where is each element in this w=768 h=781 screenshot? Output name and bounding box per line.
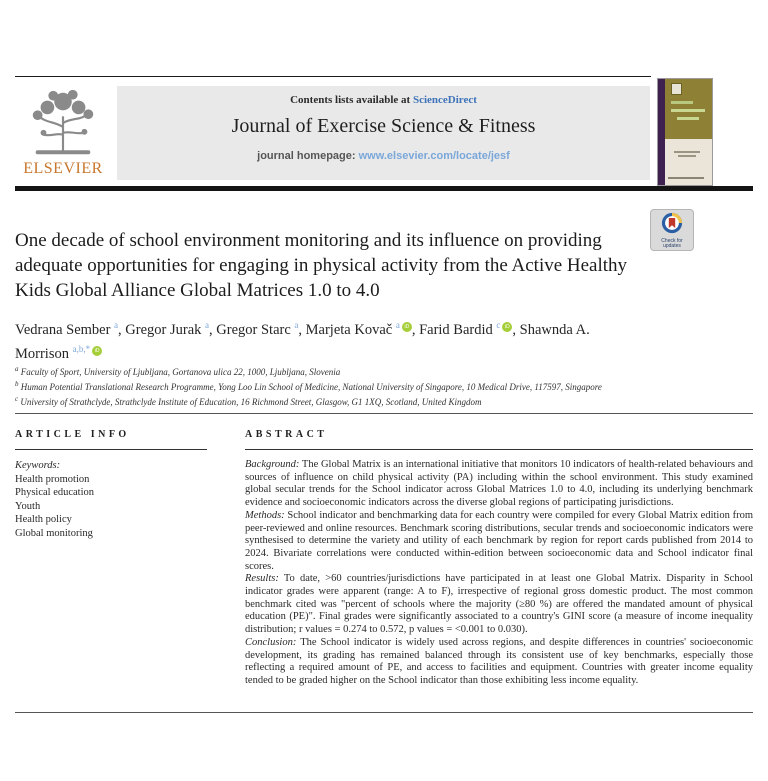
orcid-icon[interactable]: iD — [402, 322, 412, 332]
author-affiliation-sup: a — [114, 320, 119, 330]
badge-caption-line1: Check for — [661, 238, 683, 244]
affiliation-line: $^c$ University of Strathclyde, Strathclyde Institute of Education, 16 Richmond Street, Glasgow, G1 1XQ, Scotland, United Kingdom — [15, 395, 482, 407]
abstract-paragraph: Background: The Global Matrix is an international initiative that monitors 10 indicators of health-related behaviours and sources of influence on child physical activity (PA) including within the school environment. This study examined global secular trends for the School indicator across Global Matrices 1.0 to 4.0, including its underlying benchmark evidence and socioeconomic indicators across the diverse global regions of participating jurisdictions. — [245, 459, 753, 509]
crossmark-icon — [651, 212, 693, 239]
publisher-logo — [13, 84, 113, 184]
keyword-item: Health promotion — [15, 473, 90, 485]
contents-line — [117, 94, 650, 106]
section-divider — [15, 413, 753, 414]
journal-banner — [117, 86, 650, 180]
abstract-paragraph: Results: To date, >60 countries/jurisdictions have participated in at least one Global Matrix. Disparity in School indicator grades were apparent (range: A to F), irrespective of regional gross domestic product. The most common benchmark cited was "percent of schools where the majority (≥80 %) are offered the mandated amount of physical education (PE)". Final grades were significantly associated to a country's GINI score (a measure of income inequality distribution; r values = 0.274 to 0.572, p values = <0.001 to 0.030). — [245, 573, 753, 636]
homepage-prefix: journal homepage: — [257, 150, 359, 162]
author-affiliation-sup: a,b,* — [72, 343, 91, 354]
author: Gregor Jurak $^a$, — [125, 320, 217, 338]
affiliation-list — [15, 363, 745, 408]
header-divider-bar — [15, 186, 753, 191]
elsevier-tree-icon — [13, 84, 113, 162]
cover-spine — [658, 79, 665, 185]
cover-footer-line — [668, 177, 704, 179]
author-affiliation-sup: a — [395, 320, 400, 330]
abstract-body — [245, 459, 753, 688]
header-top-rule — [15, 76, 651, 77]
keyword-item: Physical education — [15, 487, 95, 498]
abstract-paragraph-label: Background: — [245, 459, 300, 470]
author-affiliation-sup: a — [294, 320, 299, 330]
affiliation-line: $^a$ Faculty of Sport, University of Ljubljana, Gortanova ulica 22, 1000, Ljubljana, Slovenia — [15, 365, 341, 377]
author: Marjeta Kovač $^a$ iD , — [305, 320, 420, 338]
homepage-line — [117, 150, 650, 162]
publisher-name: ELSEVIER — [23, 160, 103, 177]
abstract-column — [245, 429, 753, 688]
cover-logo-icon — [671, 83, 682, 95]
page-bottom-rule — [15, 712, 753, 713]
keyword-items — [15, 473, 215, 541]
sciencedirect-link[interactable]: ScienceDirect — [412, 94, 477, 106]
affiliation-line: $^b$ Human Potential Translational Research Programme, Yong Loo Lin School of Medicine, National University of Singapore, 10 Medical Drive, 117597, Singapore — [15, 380, 602, 392]
cover-text-line — [674, 151, 700, 153]
author-affiliation-sup: a — [205, 320, 210, 330]
orcid-icon[interactable]: iD — [502, 322, 512, 332]
author-list — [15, 316, 625, 364]
abstract-paragraph-label: Conclusion: — [245, 636, 297, 648]
orcid-icon[interactable]: iD — [92, 346, 102, 356]
page-title: One decade of school environment monitoring and its influence on providing adequate opportunities for engaging in physical activity from the Active Healthy Kids Global Alliance Global Matrices 1.0 to 4.0 — [15, 230, 628, 301]
author: Vedrana Sember $^a$, — [15, 320, 126, 338]
author: Gregor Starc $^a$, — [216, 320, 306, 338]
journal-cover-thumbnail[interactable] — [657, 78, 713, 186]
badge-caption-line2: updates — [663, 243, 681, 249]
keywords-block — [15, 459, 215, 540]
abstract-paragraph-label: Methods: — [245, 509, 285, 521]
abstract-paragraph: Conclusion: The School indicator is widely used across regions, and despite differences in countries' socioeconomic development, its grading has remained balanced through its consistent use of key benchmarks, especially those reflecting a required amount of PE, and access to facilities and equipment. Countries with greater income equality tended to be graded higher on the School indicator than those exhibiting less income equality. — [245, 636, 753, 686]
abstract-paragraph: Methods: School indicator and benchmarking data for each country were compiled for every Global Matrix edition from peer-reviewed and online resources. Benchmark scoring distributions, secular trends and socioeconomic indicators were synthesised to determine the variety and utility of each benchmark by region for report cards published from 2014 to 2024. Bivariate correlations were conducted within-edition between socioeconomic data and School indicator final scores. — [245, 509, 753, 572]
keywords-label: Keywords: — [15, 460, 61, 471]
article-info-rule — [15, 449, 207, 450]
abstract-heading: ABSTRACT — [245, 429, 328, 440]
abstract-rule — [245, 449, 753, 450]
cover-text-line — [678, 155, 696, 157]
journal-homepage-link[interactable]: www.elsevier.com/locate/jesf — [358, 150, 510, 162]
cover-text-line — [671, 109, 705, 112]
journal-title: Journal of Exercise Science & Fitness — [231, 115, 536, 137]
check-for-updates-badge[interactable] — [650, 209, 694, 251]
author: Farid Bardid $^c$ iD , — [419, 320, 520, 338]
cover-text-line — [671, 101, 693, 104]
keyword-item: Global monitoring — [15, 527, 93, 539]
author: Shawnda A. Morrison $^{a,b,*}$ iD — [15, 321, 590, 362]
contents-prefix: Contents lists available at — [290, 94, 413, 106]
author-affiliation-sup: c — [496, 320, 501, 330]
abstract-paragraph-label: Results: — [245, 573, 279, 585]
keyword-item: Youth — [15, 500, 41, 512]
article-info-column — [15, 429, 215, 688]
cover-text-line — [677, 117, 699, 120]
keyword-item: Health policy — [15, 514, 72, 525]
cover-top-panel — [665, 79, 712, 139]
article-info-heading: ARTICLE INFO — [15, 429, 130, 440]
